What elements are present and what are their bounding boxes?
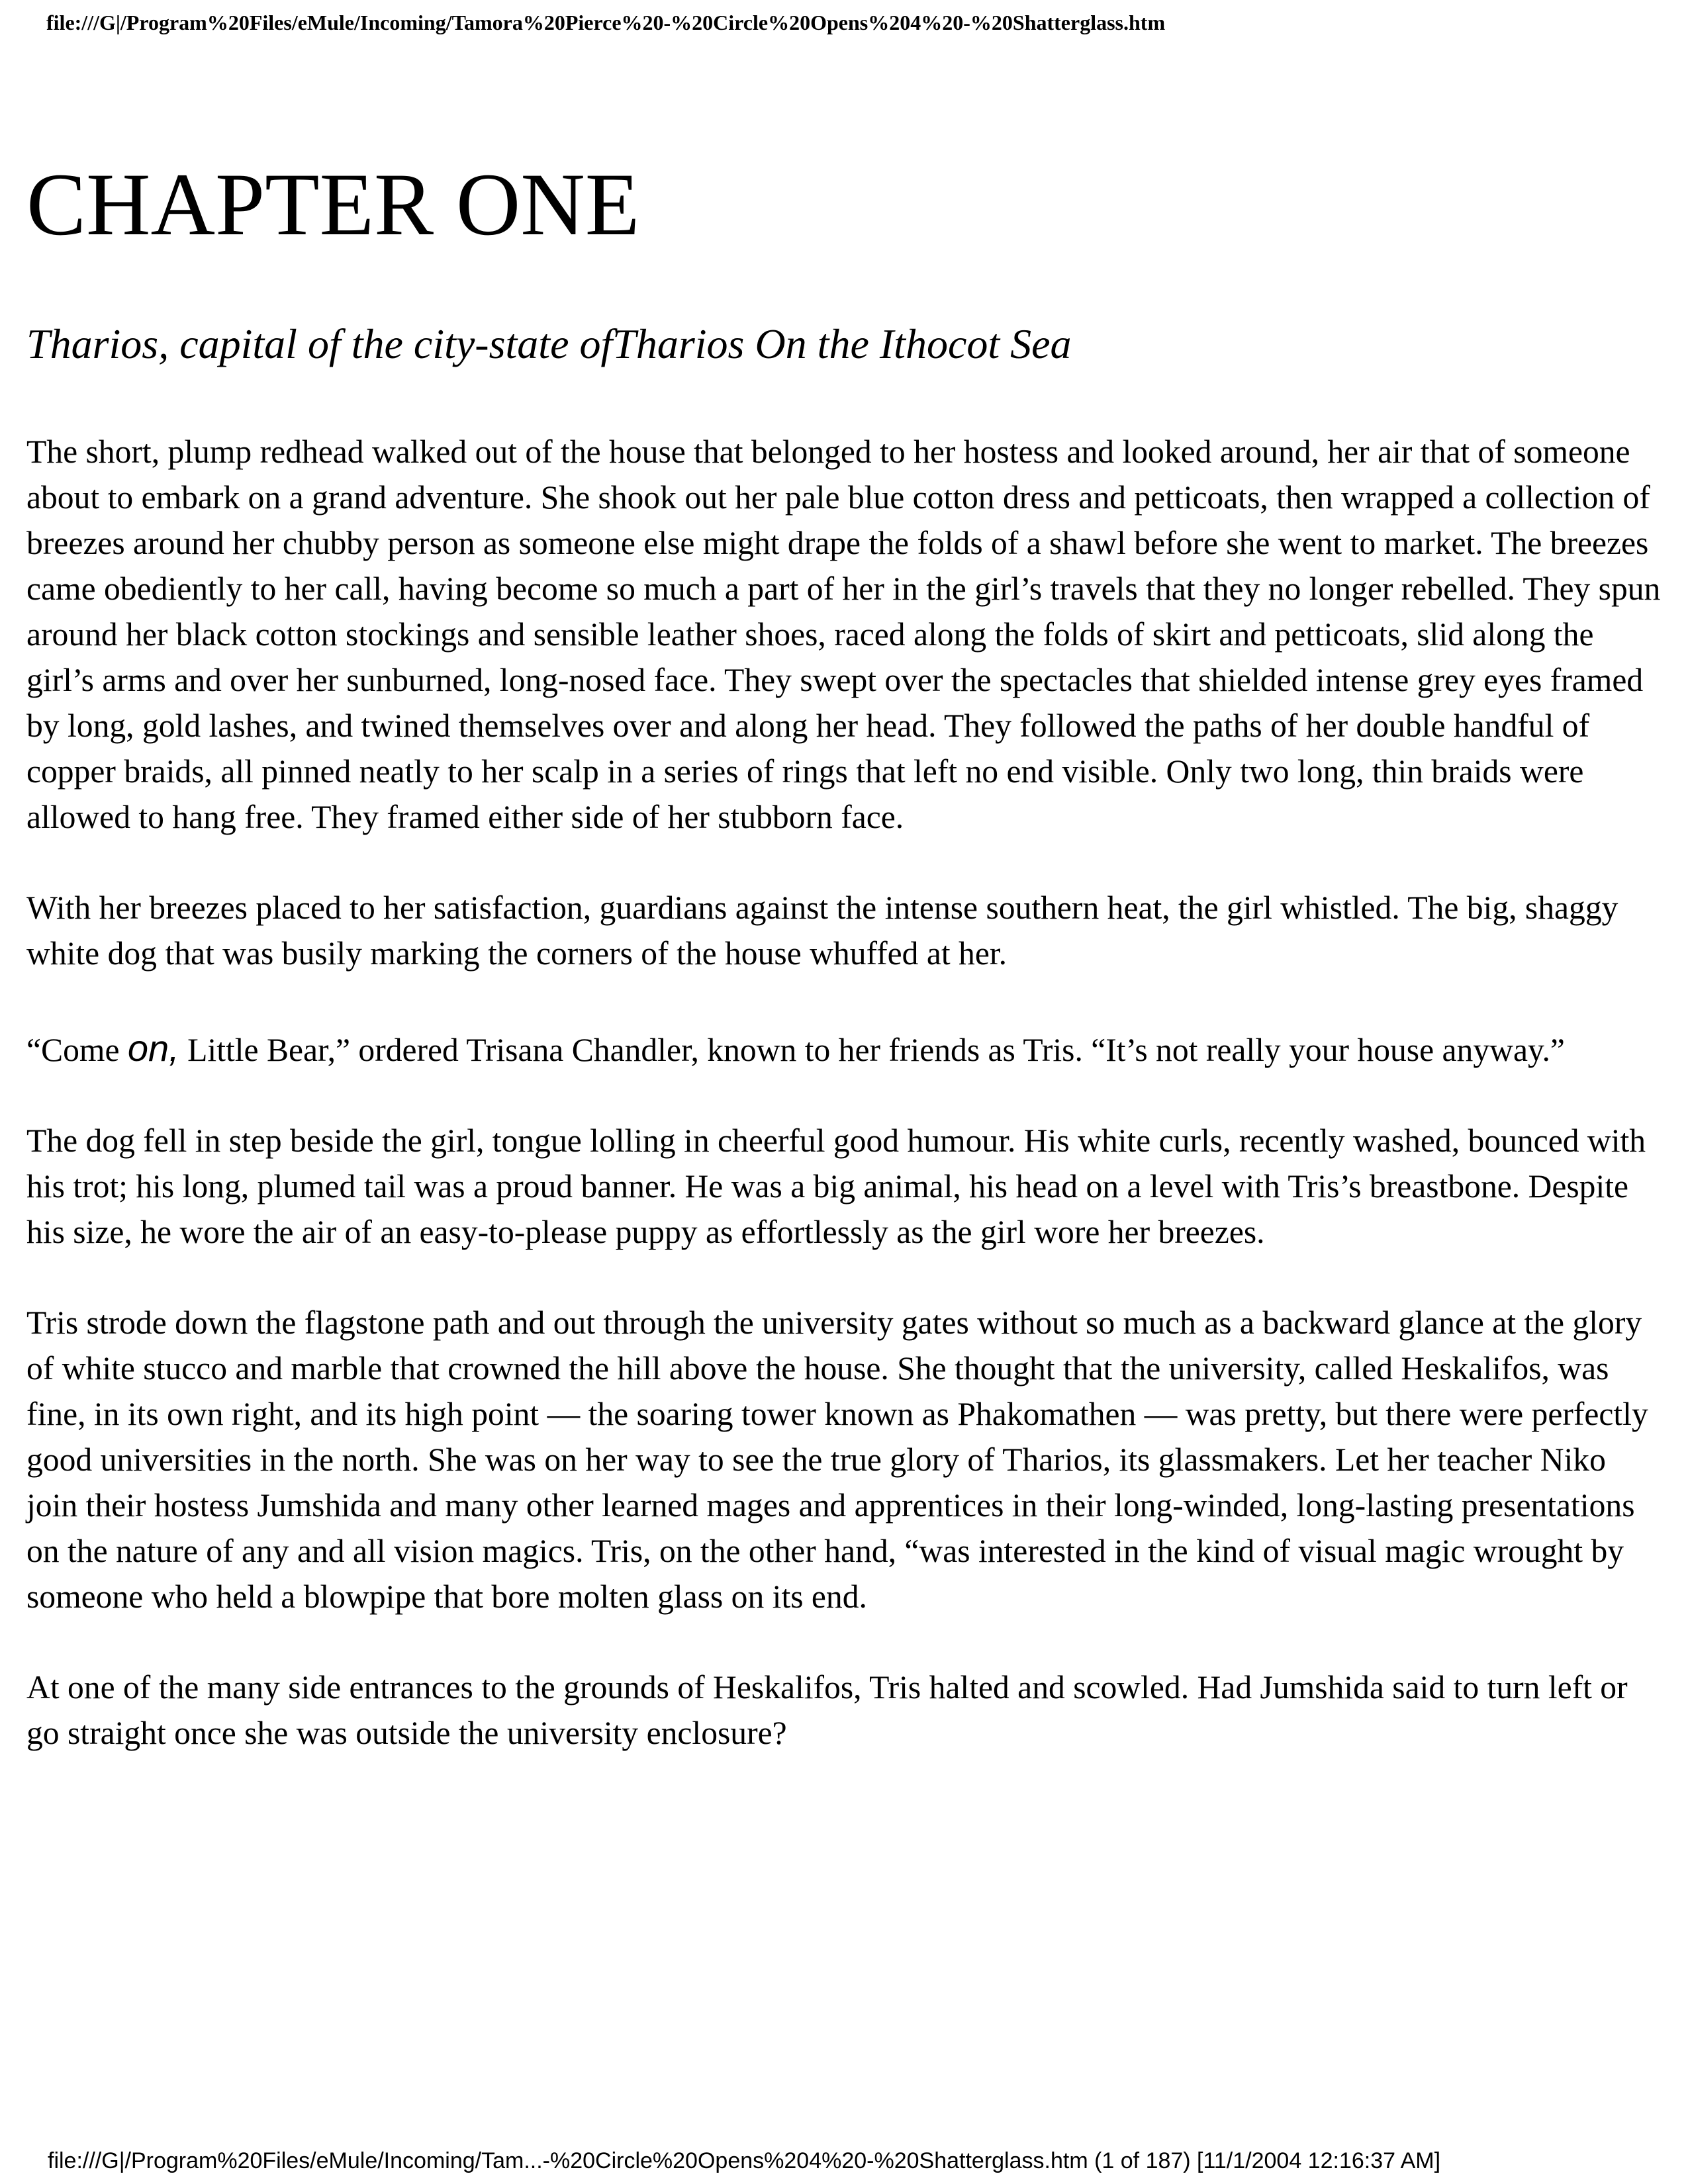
paragraph-4: The dog fell in step beside the girl, tongue lolling in cheerful good humour. His white curls, recently washed, bounced with his trot; his long, plumed tail was a proud banner. He was a big animal, his head on a level with Tris’s breastbone. Despite his size, he wore the air of an easy-to-please puppy as effortlessly as the girl wore her breezes. bbox=[26, 1122, 1646, 1250]
footer-url: file:///G|/Program%20Files/eMule/Incoming/Tam...-%20Circle%20Opens%204%20-%20Shatterglass.htm (1 of 187) [11/1/2004 12:16:37 AM] bbox=[48, 2148, 1441, 2173]
dialogue-opening: “Come bbox=[26, 1032, 128, 1068]
dialogue-closing: Little Bear,” ordered Trisana Chandler, known to her friends as Tris. “It’s not really your house anyway.” bbox=[179, 1032, 1565, 1068]
header-url: file:///G|/Program%20Files/eMule/Incoming/Tamora%20Pierce%20-%20Circle%20Opens%204%20-%20Shatterglass.htm bbox=[46, 11, 1166, 34]
paragraph-2: With her breezes placed to her satisfaction, guardians against the intense southern heat, the girl whistled. The big, shaggy white dog that was busily marking the corners of the house whuffed at her. bbox=[26, 889, 1618, 972]
dialogue-emphasis: on, bbox=[127, 1027, 179, 1069]
paragraph-6: At one of the many side entrances to the grounds of Heskalifos, Tris halted and scowled. Had Jumshida said to turn left or go straight once she was outside the university enclosure? bbox=[26, 1669, 1628, 1751]
chapter-body bbox=[26, 429, 1662, 1801]
chapter-title: CHAPTER ONE bbox=[26, 156, 640, 254]
paragraph-3-dialogue bbox=[26, 1025, 1662, 1073]
chapter-subtitle: Tharios, capital of the city-state ofTharios On the Ithocot Sea bbox=[26, 320, 1072, 367]
paragraph-5: Tris strode down the flagstone path and out through the university gates without so much as a backward glance at the glory of white stucco and marble that crowned the hill above the house. She thought that the university, called Heskalifos, was fine, in its own right, and its high point — the soaring tower known as Phakomathen — was pretty, but there were perfectly good universities in the north. She was on her way to see the true glory of Tharios, its glassmakers. Let her teacher Niko join their hostess Jumshida and many other learned mages and apprentices in their long-winded, long-lasting presentations on the nature of any and all vision magics. Tris, on the other hand, “was interested in the kind of visual magic wrought by someone who held a blowpipe that bore molten glass on its end. bbox=[26, 1304, 1648, 1615]
paragraph-1: The short, plump redhead walked out of the house that belonged to her hostess and looked around, her air that of someone about to embark on a grand adventure. She shook out her pale blue cotton dress and petticoats, then wrapped a collection of breezes around her chubby person as someone else might drape the folds of a shawl before she went to market. The breezes came obediently to her call, having become so much a part of her in the girl’s travels that they no longer rebelled. They spun around her black cotton stockings and sensible leather shoes, raced along the folds of skirt and petticoats, slid along the girl’s arms and over her sunburned, long-nosed face. They swept over the spectacles that shielded intense grey eyes framed by long, gold lashes, and twined themselves over and along her head. They followed the paths of her double handful of copper braids, all pinned neatly to her scalp in a series of rings that left no end visible. Only two long, thin braids were allowed to hang free. They framed either side of her stubborn face. bbox=[26, 433, 1661, 835]
